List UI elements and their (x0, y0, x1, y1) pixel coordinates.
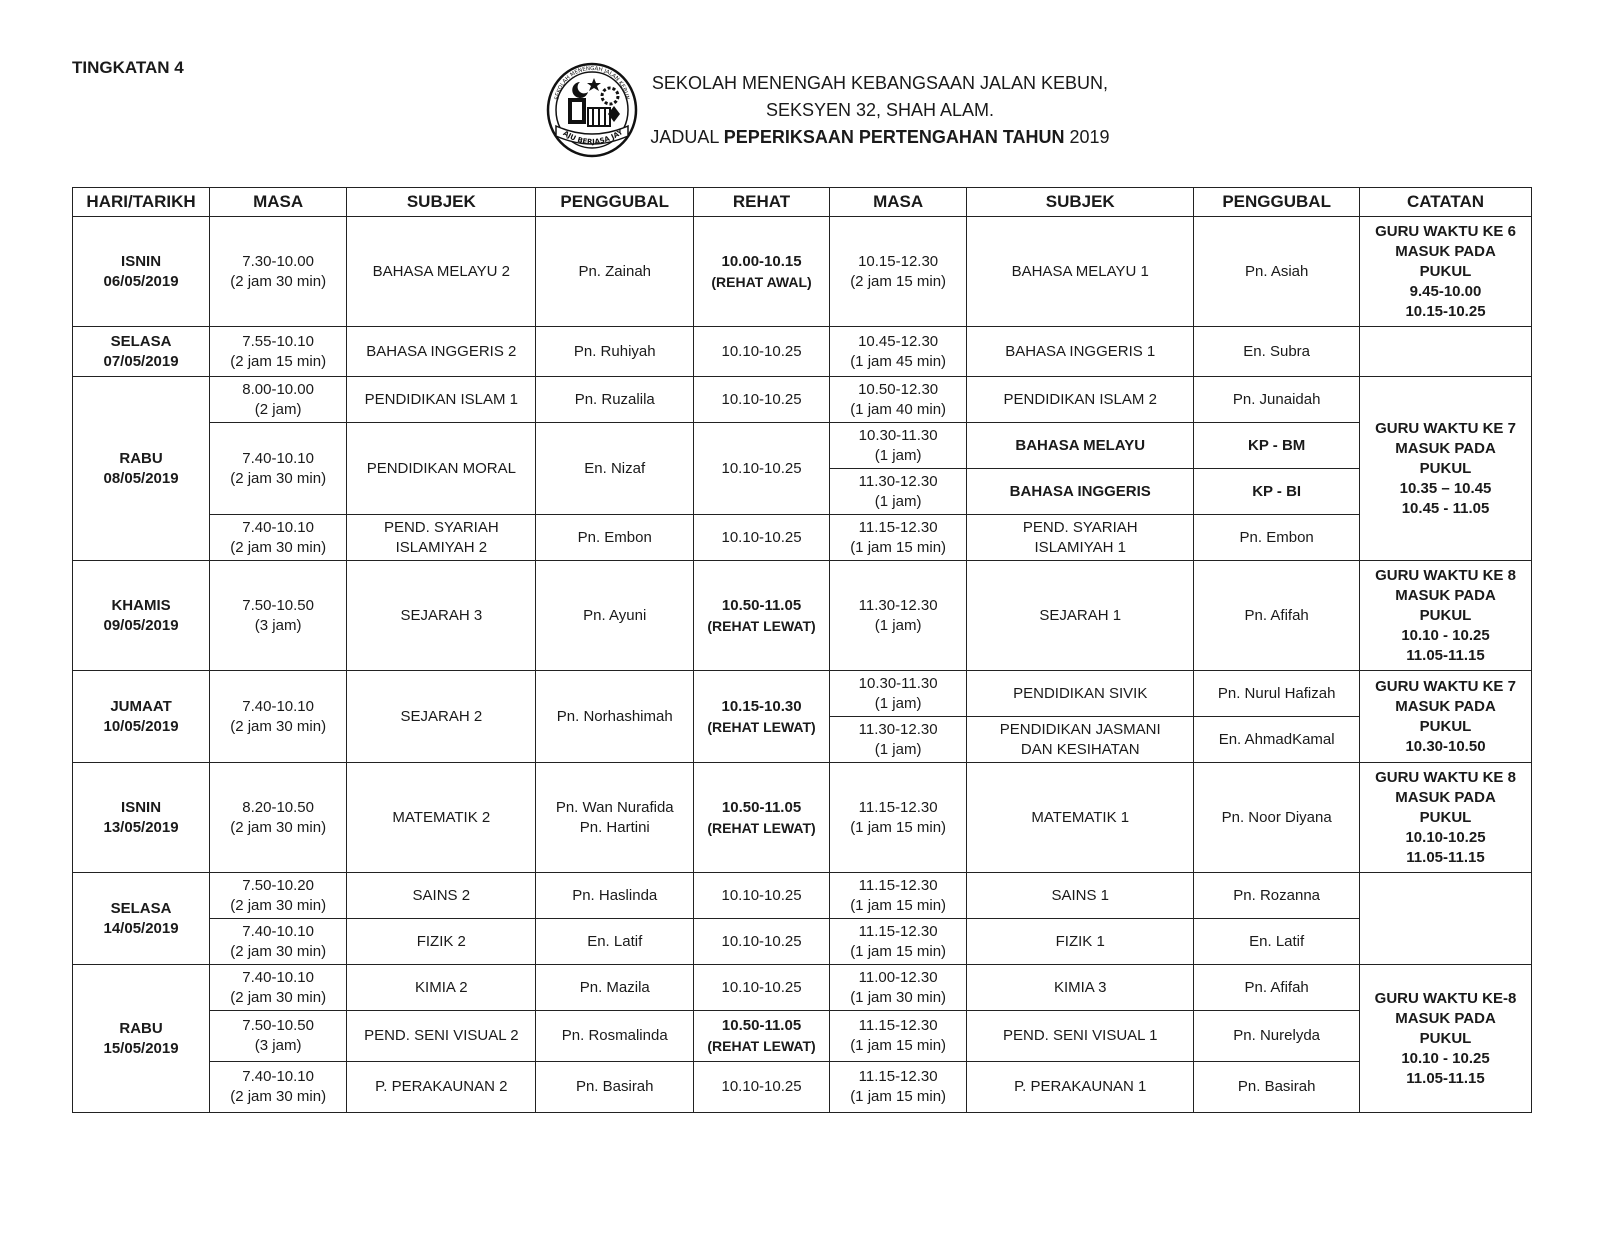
time-cell (210, 1011, 347, 1062)
duration: (2 jam 30 min) (230, 818, 327, 836)
rest-cell (694, 1011, 830, 1062)
duration: (1 jam 30 min) (850, 988, 947, 1006)
subject-line: DAN KESIHATAN (1020, 740, 1140, 758)
setter-cell: Pn. Embon (536, 515, 694, 561)
duration: (3 jam) (254, 616, 302, 634)
rest-cell (694, 671, 830, 763)
setter-cell: Pn. Afifah (1194, 561, 1360, 671)
time-range: 11.30-12.30 (858, 720, 938, 738)
day-name: RABU (119, 449, 163, 467)
table-row (73, 919, 1532, 965)
subject-cell (967, 717, 1194, 763)
subject-cell: PEND. SENI VISUAL 1 (967, 1011, 1194, 1062)
subject-cell: P. PERAKAUNAN 2 (347, 1062, 536, 1113)
day-date: 09/05/2019 (103, 616, 179, 634)
note-line: GURU WAKTU KE-8 (1374, 989, 1517, 1007)
subject-cell: BAHASA INGGERIS 1 (967, 327, 1194, 377)
table-row (73, 873, 1532, 919)
setter-cell: Pn. Norhashimah (536, 671, 694, 763)
duration: (1 jam 15 min) (850, 818, 947, 836)
note-line: 11.05-11.15 (1406, 848, 1485, 866)
time-cell (830, 873, 967, 919)
rest-time: 10.50-11.05 (721, 798, 802, 816)
time-cell (830, 671, 967, 717)
day-cell (73, 377, 210, 561)
time-range: 8.20-10.50 (242, 798, 314, 816)
school-name: SEKOLAH MENENGAH KEBANGSAAN JALAN KEBUN, (651, 73, 1109, 93)
time-range: 7.30-10.00 (242, 252, 314, 270)
title-year: 2019 (1069, 127, 1110, 147)
time-cell (210, 217, 347, 327)
time-range: 7.40-10.10 (242, 449, 314, 467)
rest-cell: 10.10-10.25 (694, 1062, 830, 1113)
duration: (2 jam 30 min) (230, 942, 327, 960)
time-range: 7.40-10.10 (242, 968, 314, 986)
time-cell (210, 873, 347, 919)
col-header: PENGGUBAL (536, 188, 694, 217)
subject-cell: PENDIDIKAN ISLAM 1 (347, 377, 536, 423)
day-cell (73, 965, 210, 1113)
note-line: PUKUL (1419, 808, 1472, 826)
subject-cell: PEND. SENI VISUAL 2 (347, 1011, 536, 1062)
note-line: PUKUL (1419, 459, 1472, 477)
setter-cell: Pn. Afifah (1194, 965, 1360, 1011)
table-row (73, 1011, 1532, 1062)
duration: (1 jam 15 min) (850, 1088, 947, 1105)
rest-note: (REHAT LEWAT) (707, 617, 816, 634)
note-line: 10.10 - 10.25 (1401, 626, 1490, 644)
col-header: SUBJEK (347, 188, 536, 217)
duration: (1 jam 15 min) (850, 896, 947, 914)
rest-time: 10.00-10.15 (721, 252, 802, 270)
time-range: 11.15-12.30 (858, 518, 938, 536)
rest-time: 10.50-11.05 (721, 1017, 802, 1034)
rest-note: (REHAT AWAL) (711, 273, 812, 290)
rest-time: 10.50-11.05 (721, 596, 802, 614)
rest-cell (694, 217, 830, 327)
setter-cell: Pn. Junaidah (1194, 377, 1360, 423)
note-line: GURU WAKTU KE 6 (1375, 222, 1516, 240)
subject-cell (967, 515, 1194, 561)
col-header: MASA (210, 188, 347, 217)
setter-cell: Pn. Basirah (536, 1062, 694, 1113)
form-level-label: TINGKATAN 4 (72, 58, 184, 77)
setter-cell (536, 763, 694, 873)
time-cell (830, 217, 967, 327)
school-logo (544, 56, 640, 160)
time-cell (210, 671, 347, 763)
subject-line: PEND. SYARIAH (383, 518, 499, 536)
setter-cell: En. Subra (1194, 327, 1360, 377)
duration: (1 jam 40 min) (850, 400, 947, 418)
time-range: 7.50-10.20 (242, 876, 314, 894)
subject-cell: KIMIA 2 (347, 965, 536, 1011)
time-range: 11.15-12.30 (858, 1068, 938, 1085)
day-date: 13/05/2019 (103, 818, 179, 836)
note-line: MASUK PADA (1395, 1009, 1496, 1027)
note-cell (1360, 217, 1532, 327)
setter-cell: Pn. Ayuni (536, 561, 694, 671)
setter-cell: En. Nizaf (536, 423, 694, 515)
time-range: 7.50-10.50 (242, 596, 314, 614)
day-cell (73, 873, 210, 965)
table-row (73, 965, 1532, 1011)
subject-cell: BAHASA INGGERIS 2 (347, 327, 536, 377)
setter-cell: Pn. Nurelyda (1194, 1011, 1360, 1062)
subject-cell: MATEMATIK 1 (967, 763, 1194, 873)
day-date: 06/05/2019 (103, 272, 179, 290)
table-row (73, 561, 1532, 671)
note-line: PUKUL (1419, 1029, 1472, 1047)
duration: (1 jam 15 min) (850, 942, 947, 960)
subject-line: ISLAMIYAH 1 (1034, 538, 1126, 556)
day-date: 08/05/2019 (103, 469, 179, 487)
note-line: MASUK PADA (1395, 439, 1496, 457)
setter-cell: En. Latif (536, 919, 694, 965)
setter-cell: Pn. Rozanna (1194, 873, 1360, 919)
setter-cell: En. AhmadKamal (1194, 717, 1360, 763)
day-cell (73, 561, 210, 671)
time-range: 10.45-12.30 (858, 332, 939, 350)
setter-line: Pn. Wan Nurafida (555, 798, 674, 816)
col-header: MASA (830, 188, 967, 217)
day-name: SELASA (110, 899, 172, 917)
subject-cell: SAINS 1 (967, 873, 1194, 919)
rest-cell: 10.10-10.25 (694, 919, 830, 965)
day-name: SELASA (110, 332, 172, 350)
duration: (1 jam) (874, 492, 922, 510)
logo-top-text: SEKOLAH MENENGAH JALAN KEBUN (554, 65, 630, 101)
setter-cell: Pn. Rosmalinda (536, 1011, 694, 1062)
table-row (73, 671, 1532, 717)
setter-cell: Pn. Noor Diyana (1194, 763, 1360, 873)
day-name: ISNIN (121, 798, 162, 816)
duration: (2 jam 15 min) (850, 272, 947, 290)
duration: (1 jam 45 min) (850, 352, 947, 370)
time-range: 11.30-12.30 (858, 596, 938, 614)
note-line: PUKUL (1419, 606, 1472, 624)
note-line: 9.45-10.00 (1409, 282, 1482, 300)
rest-note: (REHAT LEWAT) (707, 718, 816, 735)
duration: (1 jam) (874, 616, 922, 634)
subject-cell: FIZIK 1 (967, 919, 1194, 965)
time-cell (830, 1011, 967, 1062)
note-line: 10.15-10.25 (1405, 302, 1486, 320)
note-line: MASUK PADA (1395, 586, 1496, 604)
subject-cell: P. PERAKAUNAN 1 (967, 1062, 1194, 1113)
subject-line: PENDIDIKAN JASMANI (999, 720, 1161, 738)
setter-cell: Pn. Zainah (536, 217, 694, 327)
time-cell (830, 327, 967, 377)
table-row (73, 1062, 1532, 1113)
time-range: 7.40-10.10 (242, 697, 314, 715)
time-cell (830, 763, 967, 873)
note-cell (1360, 763, 1532, 873)
table-row (73, 423, 1532, 469)
note-line: 11.05-11.15 (1406, 1069, 1485, 1087)
day-name: JUMAAT (110, 697, 172, 715)
time-cell (210, 377, 347, 423)
note-line: 10.30-10.50 (1405, 737, 1486, 755)
rest-cell: 10.10-10.25 (694, 873, 830, 919)
time-cell (830, 377, 967, 423)
duration: (1 jam) (874, 446, 922, 464)
subject-cell: BAHASA MELAYU (967, 423, 1194, 469)
col-header: SUBJEK (967, 188, 1194, 217)
school-address: SEKSYEN 32, SHAH ALAM. (765, 100, 995, 120)
note-cell (1360, 965, 1532, 1113)
subject-cell: SEJARAH 2 (347, 671, 536, 763)
time-range: 10.30-11.30 (858, 674, 938, 692)
setter-cell: Pn. Basirah (1194, 1062, 1360, 1113)
subject-cell: SEJARAH 1 (967, 561, 1194, 671)
rest-cell (694, 763, 830, 873)
note-cell (1360, 377, 1532, 561)
note-line: GURU WAKTU KE 7 (1375, 419, 1516, 437)
subject-cell: SAINS 2 (347, 873, 536, 919)
subject-cell: PENDIDIKAN MORAL (347, 423, 536, 515)
duration: (2 jam 30 min) (230, 272, 327, 290)
time-cell (830, 561, 967, 671)
rest-cell: 10.10-10.25 (694, 515, 830, 561)
duration: (1 jam) (874, 694, 922, 712)
day-cell (73, 217, 210, 327)
subject-cell: PENDIDIKAN SIVIK (967, 671, 1194, 717)
time-range: 7.50-10.50 (242, 1017, 314, 1034)
day-cell (73, 327, 210, 377)
rest-time: 10.15-10.30 (721, 697, 802, 715)
document-title (640, 124, 1120, 151)
logo-motto: AJU BERJASA JAY (561, 128, 624, 147)
note-cell (1360, 873, 1532, 965)
col-header: PENGGUBAL (1194, 188, 1360, 217)
day-cell (73, 671, 210, 763)
time-cell (210, 965, 347, 1011)
time-cell (830, 965, 967, 1011)
time-cell (210, 423, 347, 515)
note-line: 10.35 – 10.45 (1399, 479, 1492, 497)
subject-line: PEND. SYARIAH (1022, 518, 1138, 536)
subject-cell: MATEMATIK 2 (347, 763, 536, 873)
setter-cell: Pn. Ruzalila (536, 377, 694, 423)
day-name: RABU (119, 1019, 163, 1037)
note-line: PUKUL (1419, 262, 1472, 280)
time-range: 11.15-12.30 (858, 798, 938, 816)
subject-cell: BAHASA MELAYU 2 (347, 217, 536, 327)
time-cell (830, 469, 967, 515)
note-line: MASUK PADA (1395, 697, 1496, 715)
note-line: GURU WAKTU KE 8 (1375, 566, 1516, 584)
setter-cell: Pn. Haslinda (536, 873, 694, 919)
table-row (73, 327, 1532, 377)
duration: (2 jam 30 min) (230, 538, 327, 556)
duration: (1 jam 15 min) (850, 1037, 947, 1054)
note-cell (1360, 671, 1532, 763)
duration: (2 jam 30 min) (230, 896, 327, 914)
time-range: 11.00-12.30 (858, 968, 938, 986)
setter-cell: KP - BI (1194, 469, 1360, 515)
time-range: 10.30-11.30 (858, 426, 938, 444)
note-cell (1360, 561, 1532, 671)
duration: (2 jam 30 min) (230, 717, 327, 735)
note-line: 11.05-11.15 (1406, 646, 1485, 664)
subject-line: ISLAMIYAH 2 (395, 538, 488, 556)
rest-cell: 10.10-10.25 (694, 423, 830, 515)
duration: (3 jam) (254, 1037, 302, 1054)
time-range: 7.40-10.10 (242, 1068, 314, 1085)
note-line: PUKUL (1419, 717, 1472, 735)
col-header: CATATAN (1360, 188, 1532, 217)
note-line: GURU WAKTU KE 8 (1375, 768, 1516, 786)
day-name: ISNIN (121, 252, 162, 270)
time-range: 7.55-10.10 (242, 332, 314, 350)
time-cell (210, 1062, 347, 1113)
day-name: KHAMIS (111, 596, 171, 614)
day-date: 10/05/2019 (103, 717, 179, 735)
duration: (2 jam 30 min) (230, 1088, 327, 1105)
note-line: MASUK PADA (1395, 242, 1496, 260)
setter-cell: Pn. Ruhiyah (536, 327, 694, 377)
duration: (2 jam 30 min) (230, 988, 327, 1006)
exam-schedule-table (72, 187, 1532, 1113)
rest-cell: 10.10-10.25 (694, 327, 830, 377)
note-line: 10.45 - 11.05 (1401, 499, 1490, 517)
day-cell (73, 763, 210, 873)
time-cell (210, 561, 347, 671)
setter-cell: Pn. Asiah (1194, 217, 1360, 327)
time-cell (210, 919, 347, 965)
subject-cell: BAHASA MELAYU 1 (967, 217, 1194, 327)
col-header: HARI/TARIKH (73, 188, 210, 217)
time-cell (830, 919, 967, 965)
subject-cell: KIMIA 3 (967, 965, 1194, 1011)
time-range: 7.40-10.10 (242, 922, 314, 940)
duration: (2 jam) (254, 400, 302, 418)
setter-cell: KP - BM (1194, 423, 1360, 469)
time-range: 11.30-12.30 (858, 472, 938, 490)
subject-cell (347, 515, 536, 561)
time-range: 8.00-10.00 (242, 380, 314, 398)
setter-cell: Pn. Mazila (536, 965, 694, 1011)
note-line: 10.10 - 10.25 (1401, 1049, 1490, 1067)
subject-cell: FIZIK 2 (347, 919, 536, 965)
time-cell (210, 763, 347, 873)
rest-cell: 10.10-10.25 (694, 377, 830, 423)
rest-note: (REHAT LEWAT) (707, 819, 816, 836)
duration: (1 jam) (874, 740, 922, 758)
time-cell (210, 515, 347, 561)
setter-cell: En. Latif (1194, 919, 1360, 965)
time-cell (830, 423, 967, 469)
note-line: 10.10-10.25 (1405, 828, 1486, 846)
duration: (2 jam 30 min) (230, 469, 327, 487)
time-range: 10.15-12.30 (858, 252, 939, 270)
subject-cell: SEJARAH 3 (347, 561, 536, 671)
day-date: 15/05/2019 (103, 1039, 179, 1057)
subject-cell: PENDIDIKAN ISLAM 2 (967, 377, 1194, 423)
time-range: 11.15-12.30 (858, 922, 938, 940)
rest-cell (694, 561, 830, 671)
title-exam: PEPERIKSAAN PERTENGAHAN TAHUN (723, 127, 1065, 147)
table-row (73, 763, 1532, 873)
day-date: 07/05/2019 (103, 352, 179, 370)
table-row (73, 217, 1532, 327)
setter-line: Pn. Hartini (579, 818, 650, 836)
setter-cell: Pn. Nurul Hafizah (1194, 671, 1360, 717)
rest-cell: 10.10-10.25 (694, 965, 830, 1011)
title-prefix: JADUAL (650, 127, 719, 147)
setter-cell: Pn. Embon (1194, 515, 1360, 561)
time-cell (830, 717, 967, 763)
document-header (640, 70, 1120, 151)
time-cell (830, 515, 967, 561)
note-cell (1360, 327, 1532, 377)
header-row (73, 188, 1532, 217)
rest-note: (REHAT LEWAT) (707, 1038, 816, 1054)
time-range: 7.40-10.10 (242, 518, 314, 536)
time-range: 11.15-12.30 (858, 1017, 938, 1034)
col-header: REHAT (694, 188, 830, 217)
table-row (73, 515, 1532, 561)
table-row (73, 377, 1532, 423)
time-cell (830, 1062, 967, 1113)
time-range: 11.15-12.30 (858, 876, 938, 894)
note-line: MASUK PADA (1395, 788, 1496, 806)
subject-cell: BAHASA INGGERIS (967, 469, 1194, 515)
time-range: 10.50-12.30 (858, 380, 939, 398)
duration: (1 jam 15 min) (850, 538, 947, 556)
note-line: GURU WAKTU KE 7 (1375, 677, 1516, 695)
time-cell (210, 327, 347, 377)
duration: (2 jam 15 min) (230, 352, 327, 370)
day-date: 14/05/2019 (103, 919, 179, 937)
